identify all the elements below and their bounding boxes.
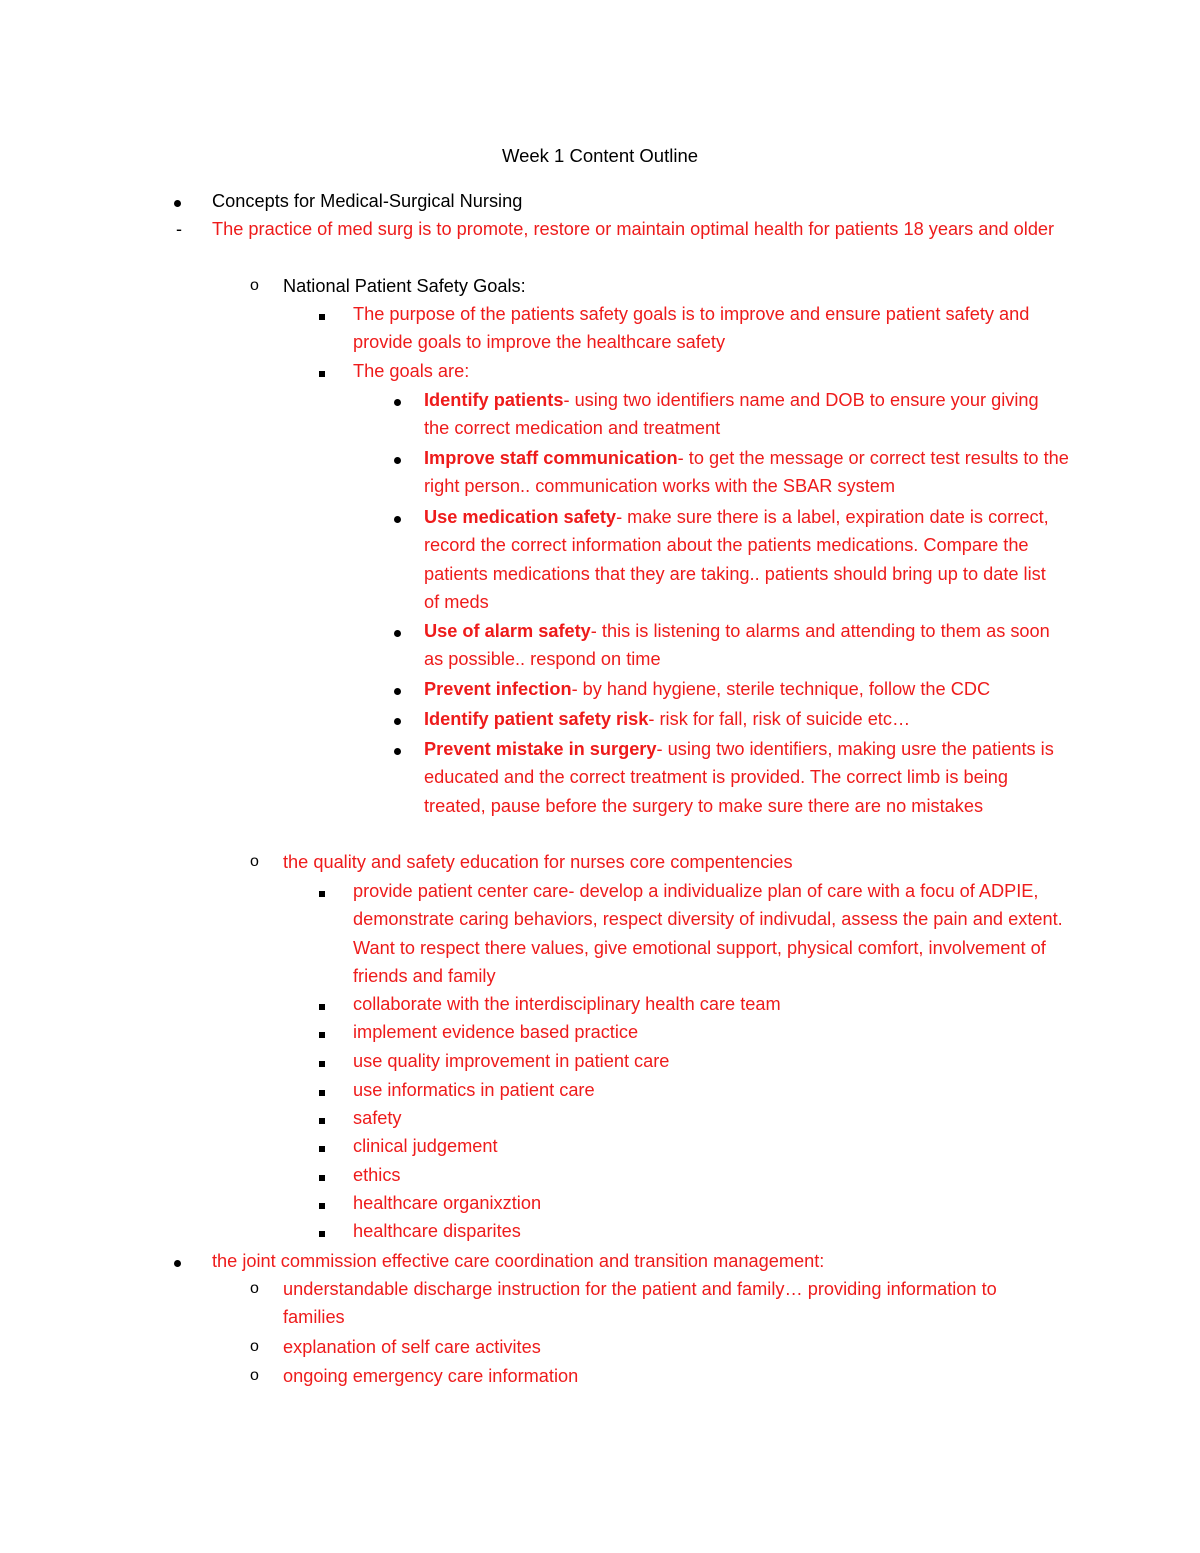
qsen-item: use quality improvement in patient care [353,1051,670,1071]
bullet-icon [394,675,401,703]
goals-intro: The goals are: [353,361,470,381]
goal-title: Use medication safety [424,507,617,527]
qsen-item: provide patient center care- develop a individualize plan of care with a focu of ADPIE, demonstrate caring behaviors, respect diversity of indivudal, assess the pain and extent. Want to respect there values, give emotional support, physical comfort, involvement of friends and family [353,881,1063,987]
qsen-item: safety [353,1108,402,1128]
square-bullet-icon [319,1132,325,1160]
bullet-icon [174,1247,181,1275]
square-bullet-icon [319,1217,325,1245]
goal-item [424,675,1064,703]
goal-text: - risk for fall, risk of suicide etc… [648,709,911,729]
goal-title: Identify patients [424,390,564,410]
npsg-heading: National Patient Safety Goals: [283,276,526,296]
jc-item: ongoing emergency care information [283,1366,579,1386]
bullet-icon [394,503,401,531]
qsen-heading: the quality and safety education for nurses core compentencies [283,852,793,872]
goal-item [424,444,1069,501]
square-bullet-icon [319,1076,325,1104]
dash-icon: - [176,219,182,239]
goal-item [424,386,1064,443]
square-bullet-icon [319,1161,325,1189]
goal-title: Use of alarm safety [424,621,591,641]
circle-bullet-icon: o [250,277,259,294]
goal-item [424,735,1054,820]
square-bullet-icon [319,1018,325,1046]
qsen-item: collaborate with the interdisciplinary health care team [353,994,781,1014]
goal-item [424,617,1064,674]
circle-bullet-icon: o [250,853,259,870]
square-bullet-icon [319,300,325,328]
bullet-icon [394,617,401,645]
section-heading-concepts: Concepts for Medical-Surgical Nursing [212,191,523,211]
bullet-icon [394,705,401,733]
bullet-icon [174,187,181,215]
goal-title: Identify patient safety risk [424,709,649,729]
circle-bullet-icon: o [250,1280,259,1297]
circle-bullet-icon: o [250,1338,259,1355]
qsen-item: healthcare organixztion [353,1193,542,1213]
qsen-item: ethics [353,1165,401,1185]
goal-text: - make sure there is a label, expiration date is correct, record the correct information about the patients medications. Compare the patients medications that they are taking.. patients should bring up to date list of meds [424,507,1049,613]
square-bullet-icon [319,877,325,905]
square-bullet-icon [319,1047,325,1075]
qsen-item: clinical judgement [353,1136,498,1156]
square-bullet-icon [319,357,325,385]
npsg-purpose: The purpose of the patients safety goals is to improve and ensure patient safety and provide goals to improve the healthcare safety [353,304,1030,353]
square-bullet-icon [319,1189,325,1217]
document-title: Week 1 Content Outline [501,145,699,166]
bullet-icon [394,444,401,472]
goal-title: Prevent mistake in surgery [424,739,657,759]
practice-statement: The practice of med surg is to promote, restore or maintain optimal health for patients 18 years and older [212,219,1055,239]
qsen-item: use informatics in patient care [353,1080,595,1100]
circle-bullet-icon: o [250,1367,259,1384]
goal-title: Prevent infection [424,679,572,699]
goal-text: - using two identifiers name and DOB to ensure your giving the correct medication and treatment [424,390,1039,439]
square-bullet-icon [319,990,325,1018]
goal-title: Improve staff communication [424,448,678,468]
goal-item [424,503,1064,617]
jc-item: understandable discharge instruction for the patient and family… providing information to families [283,1279,997,1328]
goal-item [424,705,1064,733]
goal-text: - to get the message or correct test results to the right person.. communication works with the SBAR system [424,448,1069,497]
goal-text: - this is listening to alarms and attending to them as soon as possible.. respond on time [424,621,1050,670]
qsen-item: healthcare disparites [353,1221,521,1241]
goal-text: - by hand hygiene, sterile technique, follow the CDC [571,679,991,699]
goal-text: - using two identifiers, making usre the patients is educated and the correct treatment is provided. The correct limb is being treated, pause before the surgery to make sure there are no mistakes [424,739,1054,816]
joint-commission-heading: the joint commission effective care coordination and transition management: [212,1251,825,1271]
square-bullet-icon [319,1104,325,1132]
bullet-icon [394,735,401,763]
jc-item: explanation of self care activites [283,1337,541,1357]
qsen-item: implement evidence based practice [353,1022,639,1042]
bullet-icon [394,386,401,414]
